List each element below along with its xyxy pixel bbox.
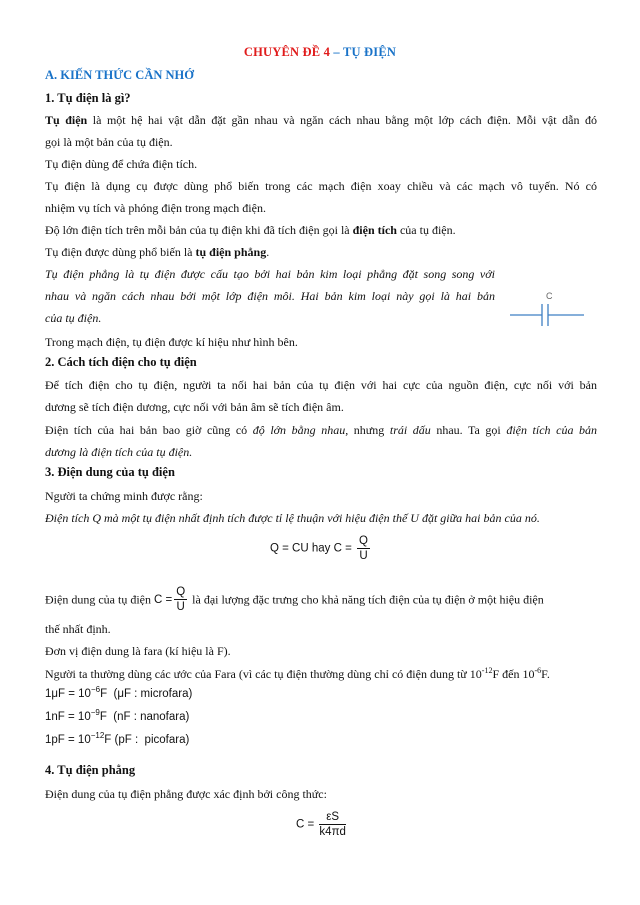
s1-term: Tụ điện	[45, 113, 88, 127]
formula-plate-fraction	[319, 810, 345, 839]
s2-p2-mid: , nhưng	[345, 423, 390, 437]
s1-paragraph-5	[45, 241, 597, 263]
unit-nano-pre: 1nF = 10	[45, 711, 91, 723]
heading-2: 2. Cách tích điện cho tụ điện	[45, 355, 197, 369]
heading-1: 1. Tụ điện là gì?	[45, 91, 131, 105]
s3-p5-mid: F đến 10	[492, 667, 535, 681]
fraction-numerator: Q	[359, 535, 368, 547]
s1-p4-bold: điện tích	[352, 223, 397, 237]
s2-p2-i1: độ lớn bằng nhau	[252, 423, 346, 437]
s2-paragraph-2-line2: dương là điện tích của tụ điện.	[45, 445, 193, 459]
formula-plate-left: C =	[296, 818, 315, 831]
formula-plate-capacitor	[296, 810, 348, 839]
s1-p5-post: .	[266, 245, 270, 259]
fraction-denominator: U	[359, 550, 368, 562]
formula-inline-c-left: C =	[153, 593, 173, 606]
s2-p2-i3: điện tích của bản	[506, 423, 598, 437]
unit-pico	[45, 731, 190, 746]
inline-numerator: Q	[176, 586, 186, 598]
plate-numerator: εS	[319, 810, 345, 825]
s1-italic-line2: nhau và ngăn cách nhau bởi một lớp điện môi. Hai bản kim loại này gọi là hai bản	[45, 289, 495, 303]
s1-p4-pre: Độ lớn điện tích trên mỗi bản của tụ điện khi đã tích điện gọi là	[45, 223, 353, 237]
s3-paragraph-2: Điện tích Q mà một tụ điện nhất định tích được tỉ lệ thuận với hiệu điện thế U đặt giữa hai bản của nó.	[45, 511, 540, 525]
capacitor-symbol-icon	[508, 290, 588, 330]
unit-nano-post: F (nF : nanofara)	[99, 711, 190, 723]
s1-p4-post: của tụ điện.	[396, 223, 456, 237]
s3-paragraph-4: Đơn vị điện dung là fara (kí hiệu là F).	[45, 644, 231, 658]
unit-micro-exp: −6	[90, 685, 101, 694]
s1-italic-line3: của tụ điện.	[45, 311, 102, 325]
s3-paragraph-1: Người ta chứng minh được rằng:	[45, 489, 203, 503]
s1-p1-text: là một hệ hai vật dẫn đặt gần nhau và ngăn cách nhau bằng một lớp cách điện. Mỗi vật dẫn đó	[87, 113, 598, 127]
capacitor-label: C	[546, 291, 553, 301]
s1-paragraph-3-line2: nhiệm vụ tích và phóng điện trong mạch điện.	[45, 201, 266, 215]
unit-pico-post: F (pF : picofara)	[104, 734, 190, 746]
s1-paragraph-6: Trong mạch điện, tụ điện được kí hiệu như hình bên.	[45, 335, 298, 349]
s3-paragraph-3	[45, 586, 597, 615]
formula-inline-fraction	[174, 585, 187, 614]
s3-paragraph-5	[45, 663, 597, 685]
unit-nano-exp: −9	[90, 708, 100, 717]
s3-p5-post: F.	[541, 667, 550, 681]
plate-denominator: k4πd	[319, 826, 346, 838]
s3-p3-pre: Điện dung của tụ điện	[45, 592, 151, 607]
s3-paragraph-3-line2: thế nhất định.	[45, 622, 111, 636]
s2-p2-i2: trái dấu	[389, 423, 431, 437]
unit-micro	[45, 685, 193, 700]
s2-p2-pre: Điện tích của hai bản bao giờ cũng có	[45, 423, 253, 437]
heading-3: 3. Điện dung của tụ điện	[45, 465, 175, 479]
s2-paragraph-1-line2: dương sẽ tích điện dương, cực nối với bản âm sẽ tích điện âm.	[45, 400, 344, 414]
unit-micro-pre: 1μF = 10	[45, 688, 91, 700]
s2-p2-mid2: nhau. Ta gọi	[430, 423, 507, 437]
s1-p5-pre: Tụ điện được dùng phổ biến là	[45, 245, 196, 259]
s3-p5-exp2: -6	[534, 666, 542, 675]
s1-paragraph-2: Tụ điện dùng để chứa điện tích.	[45, 157, 198, 171]
s1-paragraph-1-line2: gọi là một bản của tụ điện.	[45, 135, 173, 149]
unit-nano	[45, 708, 190, 723]
s1-paragraph-4	[45, 219, 597, 241]
formula-inline-c	[153, 586, 189, 613]
heading-4: 4. Tụ điện phẳng	[45, 763, 136, 777]
formula-q-cu-left: Q = CU hay C =	[270, 542, 352, 555]
s2-paragraph-2	[45, 419, 597, 441]
inline-denominator: U	[176, 601, 185, 613]
s4-paragraph-1: Điện dung của tụ điện phẳng được xác định bởi công thức:	[45, 787, 327, 801]
s1-p5-bold: tụ điện phẳng	[195, 245, 267, 259]
title-part1: CHUYÊN ĐỀ 4	[243, 45, 331, 59]
s3-p5-exp1: -12	[481, 666, 493, 675]
formula-q-cu-fraction	[357, 534, 370, 563]
unit-pico-exp: −12	[90, 731, 105, 740]
s1-paragraph-3: Tụ điện là dụng cụ được dùng phổ biến trong các mạch điện xoay chiều và các mạch vô tuyến. Nó có	[45, 179, 597, 193]
s3-p3-post: là đại lượng đặc trưng cho khả năng tích điện của tụ điện ở một hiệu điện	[192, 592, 544, 607]
section-a-heading: A. KIẾN THỨC CẦN NHỚ	[45, 68, 194, 82]
title-part2: TỤ ĐIỆN	[342, 45, 397, 59]
unit-pico-pre: 1pF = 10	[45, 734, 91, 746]
s2-paragraph-1: Để tích điện cho tụ điện, người ta nối hai bản của tụ điện với hai cực của nguồn điện, cực nối với bản	[45, 378, 597, 392]
s1-italic-line1: Tụ điện phẳng là tụ điện được cấu tạo bởi hai bản kim loại phẳng đặt song song với	[45, 267, 495, 281]
s1-paragraph-1	[45, 109, 597, 131]
s3-p5-pre: Người ta thường dùng các ước của Fara (vì các tụ điện thường dùng chỉ có điện dung từ 10	[45, 667, 482, 681]
page-title	[0, 45, 640, 60]
unit-micro-post: F (μF : microfara)	[100, 688, 193, 700]
title-dash: –	[330, 45, 343, 59]
formula-q-cu	[270, 534, 372, 563]
